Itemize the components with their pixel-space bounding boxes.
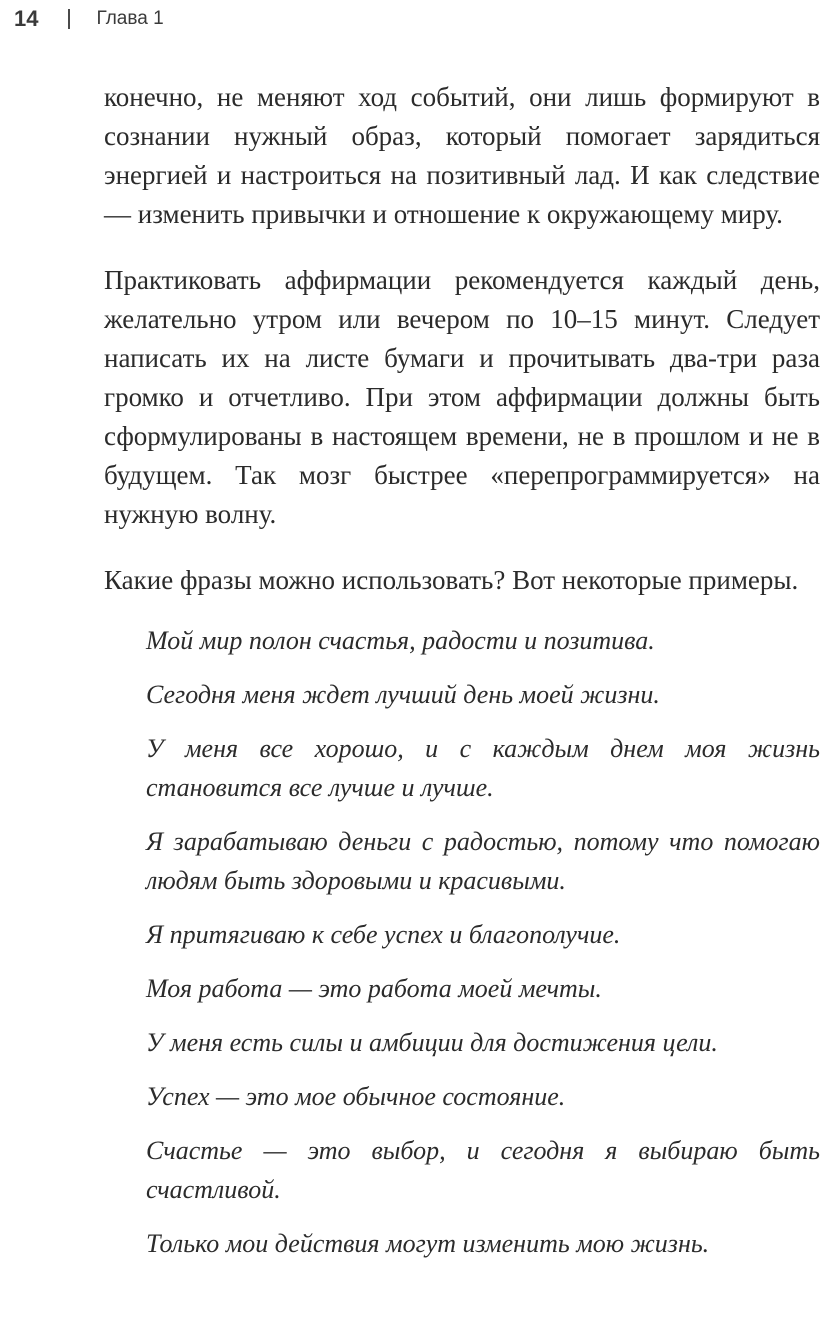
paragraph-1: конечно, не меняют ход событий, они лишь формируют в сознании нужный образ, который помогает зарядиться энергией и настроиться на позитивный лад. И как следствие — изменить привычки и отношение к окружающему миру. xyxy=(104,82,820,229)
paragraph-3: Какие фразы можно использовать? Вот некоторые примеры. xyxy=(104,565,799,595)
affirmation-item: Я притягиваю к себе успех и благополучие. xyxy=(146,920,621,949)
affirmation-item: Счастье — это выбор, и сегодня я выбираю быть счастливой. xyxy=(146,1136,820,1204)
running-header xyxy=(14,4,164,34)
affirmation-item: Только мои действия могут изменить мою жизнь. xyxy=(146,1229,710,1258)
affirmation-item: Сегодня меня ждет лучший день моей жизни. xyxy=(146,680,660,709)
affirmation-item: Моя работа — это работа моей мечты. xyxy=(146,974,602,1003)
affirmation-item: Успех — это мое обычное состояние. xyxy=(146,1082,566,1111)
affirmation-item: У меня все хорошо, и с каждым днем моя жизнь становится все лучше и лучше. xyxy=(146,734,820,802)
page-number: 14 xyxy=(14,6,39,31)
affirmation-item: У меня есть силы и амбиции для достижения цели. xyxy=(146,1028,718,1057)
page-body xyxy=(104,78,820,1278)
affirmation-item: Я зарабатываю деньги с радостью, потому что помогаю людям быть здоровыми и красивыми. xyxy=(146,827,820,895)
affirmation-item: Мой мир полон счастья, радости и позитива. xyxy=(146,626,655,655)
paragraph-2: Практиковать аффирмации рекомендуется каждый день, желательно утром или вечером по 10–15 минут. Следует написать их на листе бумаги и прочитывать два-три раза громко и отчетливо. При этом аффирмации должны быть сформулированы в настоящем времени, не в прошлом и не в будущем. Так мозг быстрее «перепрограммируется» на нужную волну. xyxy=(104,265,820,529)
chapter-title: Глава 1 xyxy=(96,8,164,29)
header-divider xyxy=(68,9,70,29)
affirmation-list xyxy=(104,621,820,1263)
